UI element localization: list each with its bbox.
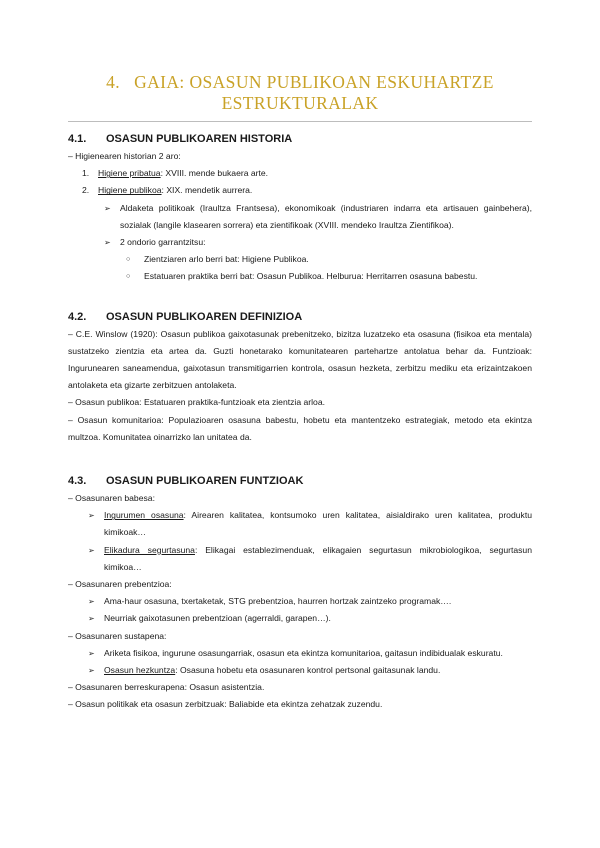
section-heading bbox=[68, 304, 532, 326]
bullet-text bbox=[104, 542, 532, 576]
bullet-text: Zientziaren arlo berri bat: Higiene Publikoa. bbox=[144, 254, 309, 265]
circle-bullet bbox=[68, 251, 532, 268]
chapter-title-text: GAIA: OSASUN PUBLIKOAN ESKUHARTZE ESTRUKTURALAK bbox=[134, 72, 494, 113]
arrow-bullet bbox=[68, 593, 532, 610]
list-marker: 2. bbox=[82, 185, 90, 196]
group-label: – Osasunaren sustapena: bbox=[68, 630, 167, 641]
circle-marker-icon: ○ bbox=[126, 273, 131, 281]
arrow-bullet bbox=[68, 200, 532, 234]
arrow-marker-icon: ➢ bbox=[88, 666, 95, 676]
section-intro: – Higienearen historian 2 aro: bbox=[68, 151, 181, 161]
bullet-text bbox=[104, 662, 532, 679]
list-item-rest: : XVIII. mende bukaera arte. bbox=[160, 168, 269, 179]
bullet-term: Elikadura segurtasuna bbox=[104, 544, 195, 555]
list-item-term: Higiene pribatua bbox=[98, 168, 161, 179]
arrow-marker-icon: ➢ bbox=[88, 614, 95, 624]
bullet-text: Ama-haur osasuna, txertaketak, STG prebentzioa, haurren hortzak zaintzeko programak…. bbox=[104, 596, 452, 607]
paragraph: – Osasun publikoa: Estatuaren praktika-funtzioak eta zientzia arloa. bbox=[68, 397, 326, 408]
arrow-bullet bbox=[68, 234, 532, 251]
bullet-text: 2 ondorio garrantzitsu: bbox=[120, 237, 206, 248]
numbered-item bbox=[68, 182, 532, 199]
arrow-marker-icon: ➢ bbox=[88, 597, 95, 607]
paragraph: – Osasun komunitarioa: Populazioaren osasuna babestu, hobetu eta mantentzeko estrategiak, metodo eta ekintza multzoa. Komunitatea oinarrizko lan unitatea da. bbox=[68, 414, 532, 442]
bullet-rest: : Osasuna hobetu eta osasunaren kontrol pertsonal gaitasunak landu. bbox=[175, 665, 441, 676]
bullet-text: Aldaketa politikoak (Iraultza Frantsesa), ekonomikoak (industriaren indarra eta artisauen gainbehera), sozialak (langile klasearen sorrera) eta zientifikoak (XVIII. mendeko Iraultza Zientifikoa). bbox=[120, 202, 532, 230]
list-marker: 1. bbox=[82, 168, 90, 179]
bullet-text: Neurriak gaixotasunen prebentzioan (agerraldi, garapen…). bbox=[104, 613, 331, 624]
section-number: 4.3. bbox=[68, 475, 87, 488]
circle-bullet bbox=[68, 268, 532, 285]
bullet-text bbox=[104, 507, 532, 541]
chapter-title bbox=[60, 72, 540, 114]
arrow-bullet bbox=[68, 507, 532, 541]
bullet-text: Ariketa fisikoa, ingurune osasungarriak, osasun eta ekintza komunitarioa, gaitasun indibidualak eskuratu. bbox=[104, 647, 503, 658]
arrow-bullet bbox=[68, 662, 532, 679]
arrow-marker-icon: ➢ bbox=[104, 238, 111, 248]
numbered-item bbox=[68, 165, 532, 182]
arrow-marker-icon: ➢ bbox=[88, 545, 95, 555]
arrow-bullet bbox=[68, 542, 532, 576]
section-number: 4.1. bbox=[68, 133, 87, 145]
section-title: OSASUN PUBLIKOAREN DEFINIZIOA bbox=[106, 310, 303, 323]
list-item-text bbox=[98, 165, 268, 182]
closing-line: – Osasun politikak eta osasun zerbitzuak: Baliabide eta ekintza zehatzak zuzendu. bbox=[68, 699, 383, 710]
group-label: – Osasunaren prebentzioa: bbox=[68, 579, 172, 590]
arrow-bullet bbox=[68, 610, 532, 627]
arrow-marker-icon: ➢ bbox=[88, 648, 95, 658]
bullet-term: Osasun hezkuntza bbox=[104, 665, 176, 676]
section-heading bbox=[68, 126, 532, 148]
section-number: 4.2. bbox=[68, 310, 87, 323]
closing-line: – Osasunaren berreskurapena: Osasun asistentzia. bbox=[68, 682, 265, 693]
list-item-text bbox=[98, 182, 252, 199]
arrow-marker-icon: ➢ bbox=[104, 203, 111, 213]
section-title: OSASUN PUBLIKOAREN FUNTZIOAK bbox=[106, 475, 304, 488]
chapter-number: 4. bbox=[106, 72, 121, 92]
section-heading bbox=[68, 468, 532, 490]
bullet-rest: : Airearen kalitatea, kontsumoko uren kalitatea, aisialdirako uren kalitatea, produktu kimikoak… bbox=[104, 510, 532, 538]
list-item-term: Higiene publikoa bbox=[98, 185, 162, 196]
arrow-bullet bbox=[68, 645, 532, 662]
group-label: – Osasunaren babesa: bbox=[68, 493, 155, 504]
title-divider bbox=[68, 121, 532, 122]
bullet-term: Ingurumen osasuna bbox=[104, 510, 184, 521]
arrow-marker-icon: ➢ bbox=[88, 511, 95, 521]
section-title: OSASUN PUBLIKOAREN HISTORIA bbox=[106, 133, 293, 145]
bullet-rest: : Elikagai establezimenduak, elikagaien segurtasun mikrobiologikoa, segurtasun kimikoa… bbox=[104, 544, 532, 572]
circle-marker-icon: ○ bbox=[126, 256, 131, 264]
paragraph: – C.E. Winslow (1920): Osasun publikoa gaixotasunak prebenitzeko, bizitza luzatzeko eta osasuna (fisikoa eta mentala) sustatzeko zientzia eta artea da. Guzti honetarako komunitatearen partehartze antolatua behar da. Funtzioak: Ingurunearen saneamendua, gaixotasun transmitigarrien kontrola, osasun hezketa, zerbitzu mediku eta erizaintzakoen antolaketa eta gizarte zerbitzuen antolaketa. bbox=[68, 328, 532, 391]
list-item-rest: : XIX. mendetik aurrera. bbox=[161, 185, 253, 196]
document-body bbox=[68, 126, 532, 714]
bullet-text: Estatuaren praktika berri bat: Osasun Publikoa. Helburua: Herritarren osasuna babestu. bbox=[144, 271, 478, 282]
